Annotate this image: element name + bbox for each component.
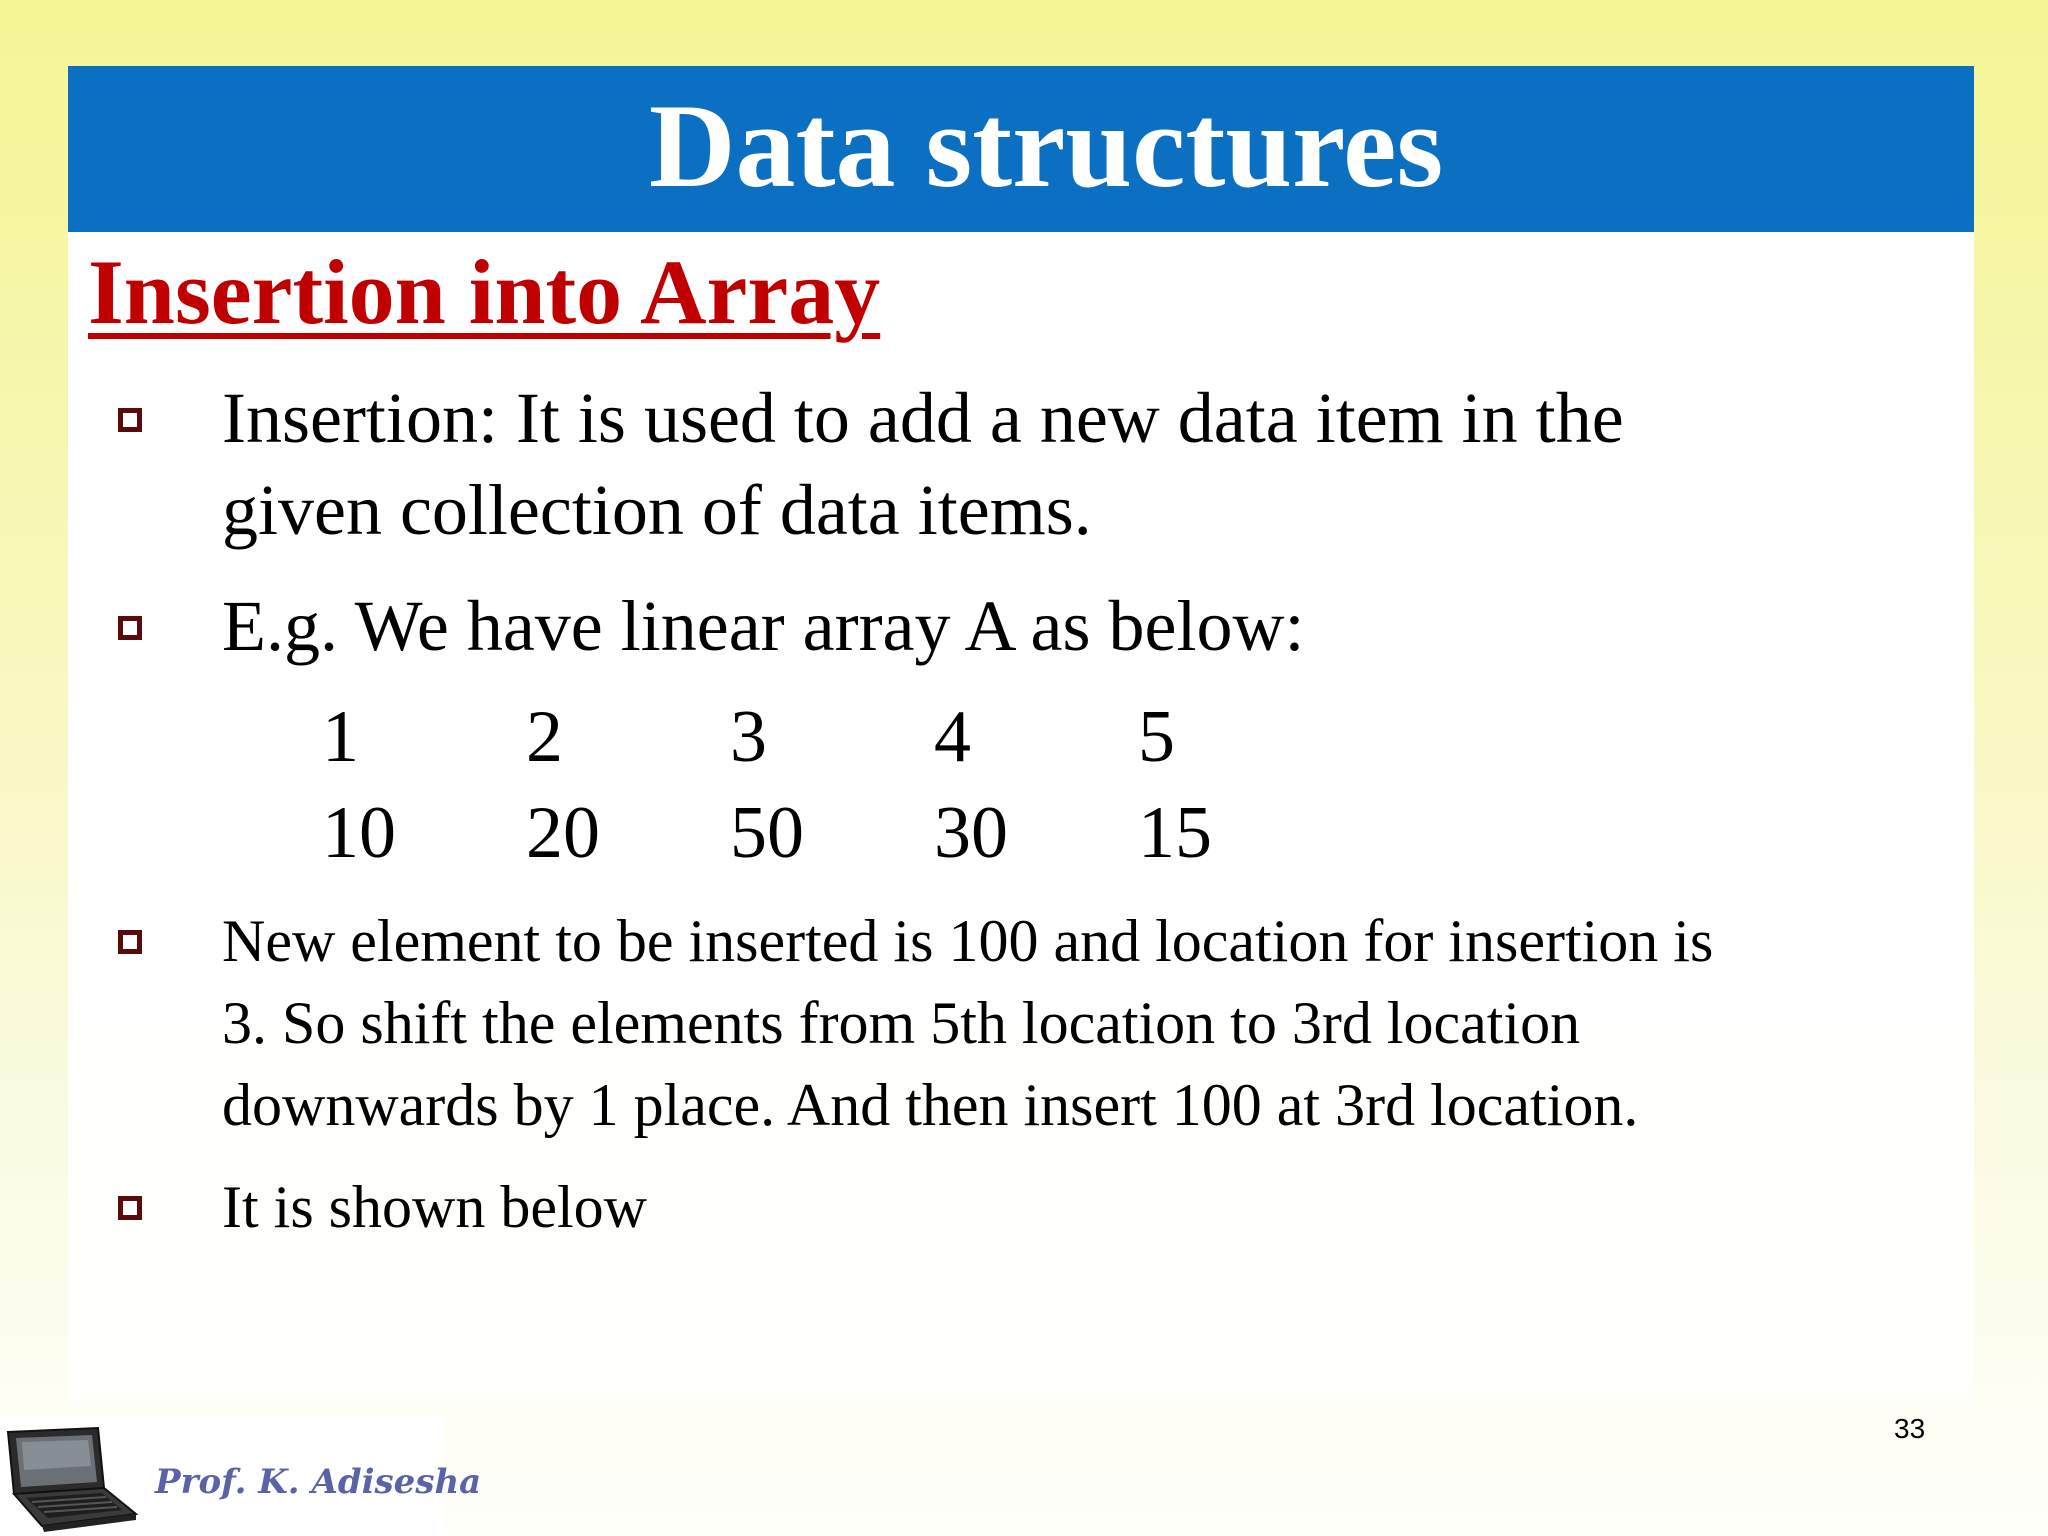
array-index: 1 <box>322 696 359 778</box>
square-bullet-icon <box>118 930 142 954</box>
bullet-text <box>222 1166 647 1248</box>
bullet-line: downwards by 1 place. And then insert 100 at 3rd location. <box>222 1072 1639 1138</box>
bullet-line: E.g. We have linear array A as below: <box>222 586 1305 666</box>
array-value: 10 <box>322 792 396 874</box>
array-value: 50 <box>730 792 804 874</box>
author-name: Prof. K. Adisesha <box>155 1462 482 1502</box>
array-value: 15 <box>1138 792 1212 874</box>
array-value-row <box>322 792 1342 874</box>
array-index: 3 <box>730 696 767 778</box>
title-bar <box>68 66 1974 232</box>
page-number: 33 <box>1894 1413 1926 1444</box>
slide-title: Data structures <box>648 79 1444 212</box>
square-bullet-icon <box>118 408 142 432</box>
bullet-line: 3. So shift the elements from 5th location to 3rd location <box>222 990 1581 1056</box>
bullet-line: given collection of data items. <box>222 470 1092 550</box>
bullet-item <box>118 1166 647 1240</box>
laptop-icon <box>2 1426 138 1536</box>
slide-subtitle: Insertion into Array <box>88 241 881 343</box>
bullet-text <box>222 900 1713 1146</box>
array-index: 2 <box>526 696 563 778</box>
bullet-text <box>222 372 1624 556</box>
array-index: 5 <box>1138 696 1175 778</box>
bullet-line: New element to be inserted is 100 and location for insertion is <box>222 908 1714 974</box>
bullet-line: It is shown below <box>222 1174 647 1240</box>
square-bullet-icon <box>118 616 142 640</box>
bullet-item <box>118 900 1714 1138</box>
bullet-text <box>222 580 1305 672</box>
array-index: 4 <box>934 696 971 778</box>
array-value: 20 <box>526 792 600 874</box>
bullet-item <box>118 580 1305 666</box>
bullet-item <box>118 372 1624 550</box>
author-logo <box>0 1416 482 1536</box>
array-index-row <box>322 696 1342 778</box>
square-bullet-icon <box>118 1196 142 1220</box>
array-value: 30 <box>934 792 1008 874</box>
bullet-line: Insertion: It is used to add a new data item in the <box>222 378 1624 458</box>
